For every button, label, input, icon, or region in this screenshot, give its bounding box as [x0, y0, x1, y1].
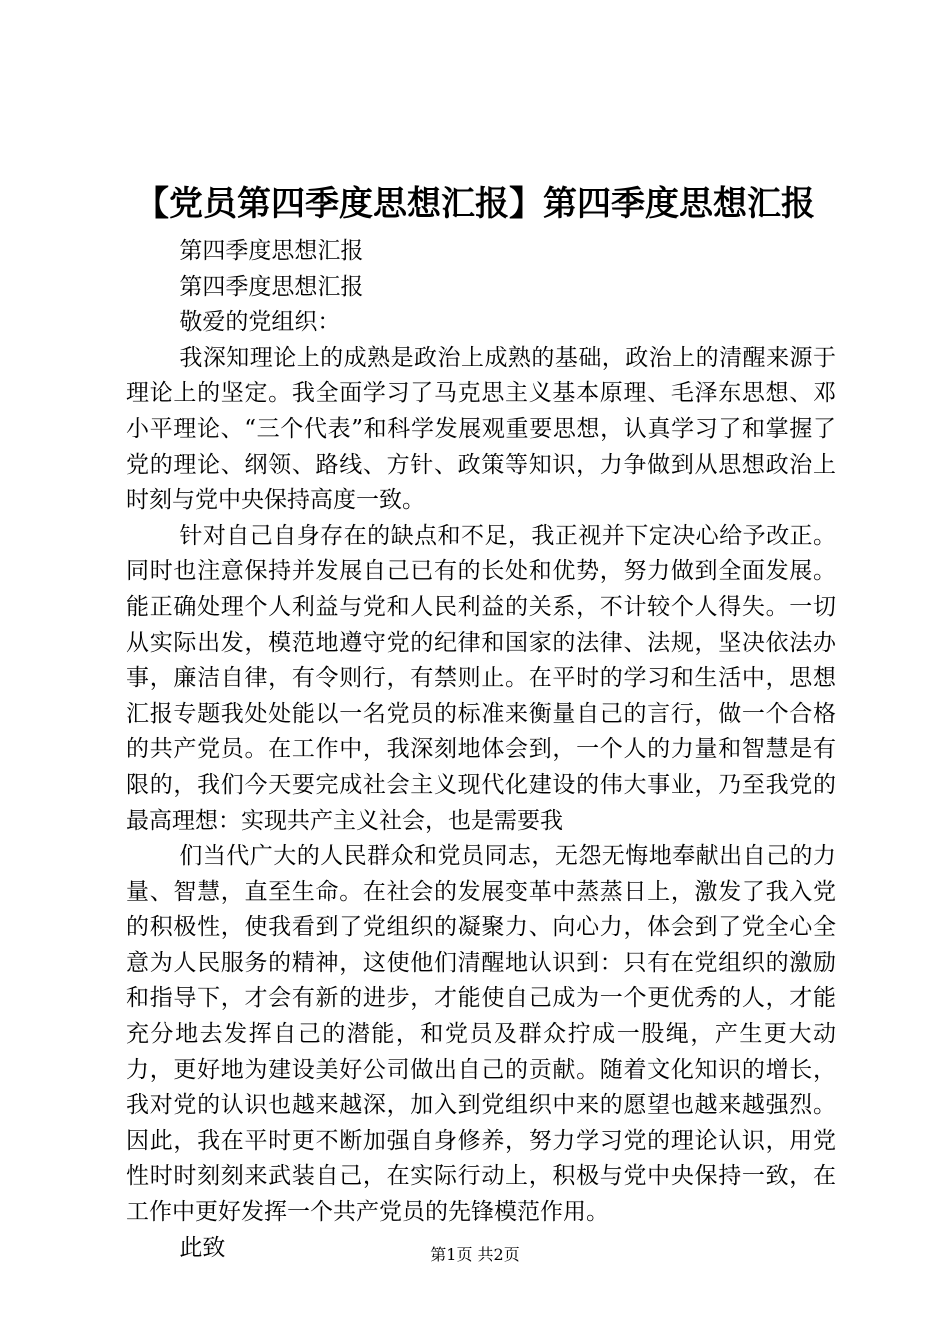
- paragraph-salutation: 敬爱的党组织：: [179, 309, 341, 336]
- paragraph-self-improvement: 针对自己自身存在的缺点和不足，我正视并下定决心给予改正。同时也注意保持并发展自己已有的长处和优势，努力做到全面发展。能正确处理个人利益与党和人民利益的关系，不计较个人得失。一切从实际出发，模范地遵守党的纪律和国家的法律、法规，坚决依法办事，廉洁自律，有令则行，有禁则止。在平时的学习和生活中，思想汇报专题我处处能以一名党员的标准来衡量自己的言行，做一个合格的共产党员。在工作中，我深刻地体会到，一个人的力量和智慧是有限的，我们今天要完成社会主义现代化建设的伟大事业，乃至我党的最高理想：实现共产主义社会，也是需要我: [126, 522, 836, 834]
- document-title: 【党员第四季度思想汇报】第四季度思想汇报: [135, 184, 815, 224]
- page-number-footer: 第1页 共2页: [430, 1245, 520, 1264]
- paragraph-contribution: 们当代广大的人民群众和党员同志，无怨无悔地奉献出自己的力量、智慧，直至生命。在社会的发展变革中蒸蒸日上，激发了我入党的积极性，使我看到了党组织的凝聚力、向心力，体会到了党全心全意为人民服务的精神，这使他们清醒地认识到：只有在党组织的激励和指导下，才会有新的进步，才能使自己成为一个更优秀的人，才能充分地去发挥自己的潜能，和党员及群众拧成一股绳，产生更大动力，更好地为建设美好公司做出自己的贡献。随着文化知识的增长，我对党的认识也越来越深，加入到党组织中来的愿望也越来越强烈。因此，我在平时更不断加强自身修养，努力学习党的理论认识，用党性时时刻刻来武装自己，在实际行动上，积极与党中央保持一致，在工作中更好发挥一个共产党员的先锋模范作用。: [126, 843, 836, 1226]
- paragraph-theory: 我深知理论上的成熟是政治上成熟的基础，政治上的清醒来源于理论上的坚定。我全面学习了马克思主义基本原理、毛泽东思想、邓小平理论、“三个代表”和科学发展观重要思想，认真学习了和掌握了党的理论、纲领、路线、方针、政策等知识，力争做到从思想政治上时刻与党中央保持高度一致。: [126, 344, 836, 514]
- document-body: [126, 234, 836, 1266]
- paragraph-subtitle-2: 第四季度思想汇报: [179, 273, 364, 300]
- paragraph-closing: 此致: [179, 1234, 226, 1261]
- paragraph-subtitle-1: 第四季度思想汇报: [179, 238, 364, 264]
